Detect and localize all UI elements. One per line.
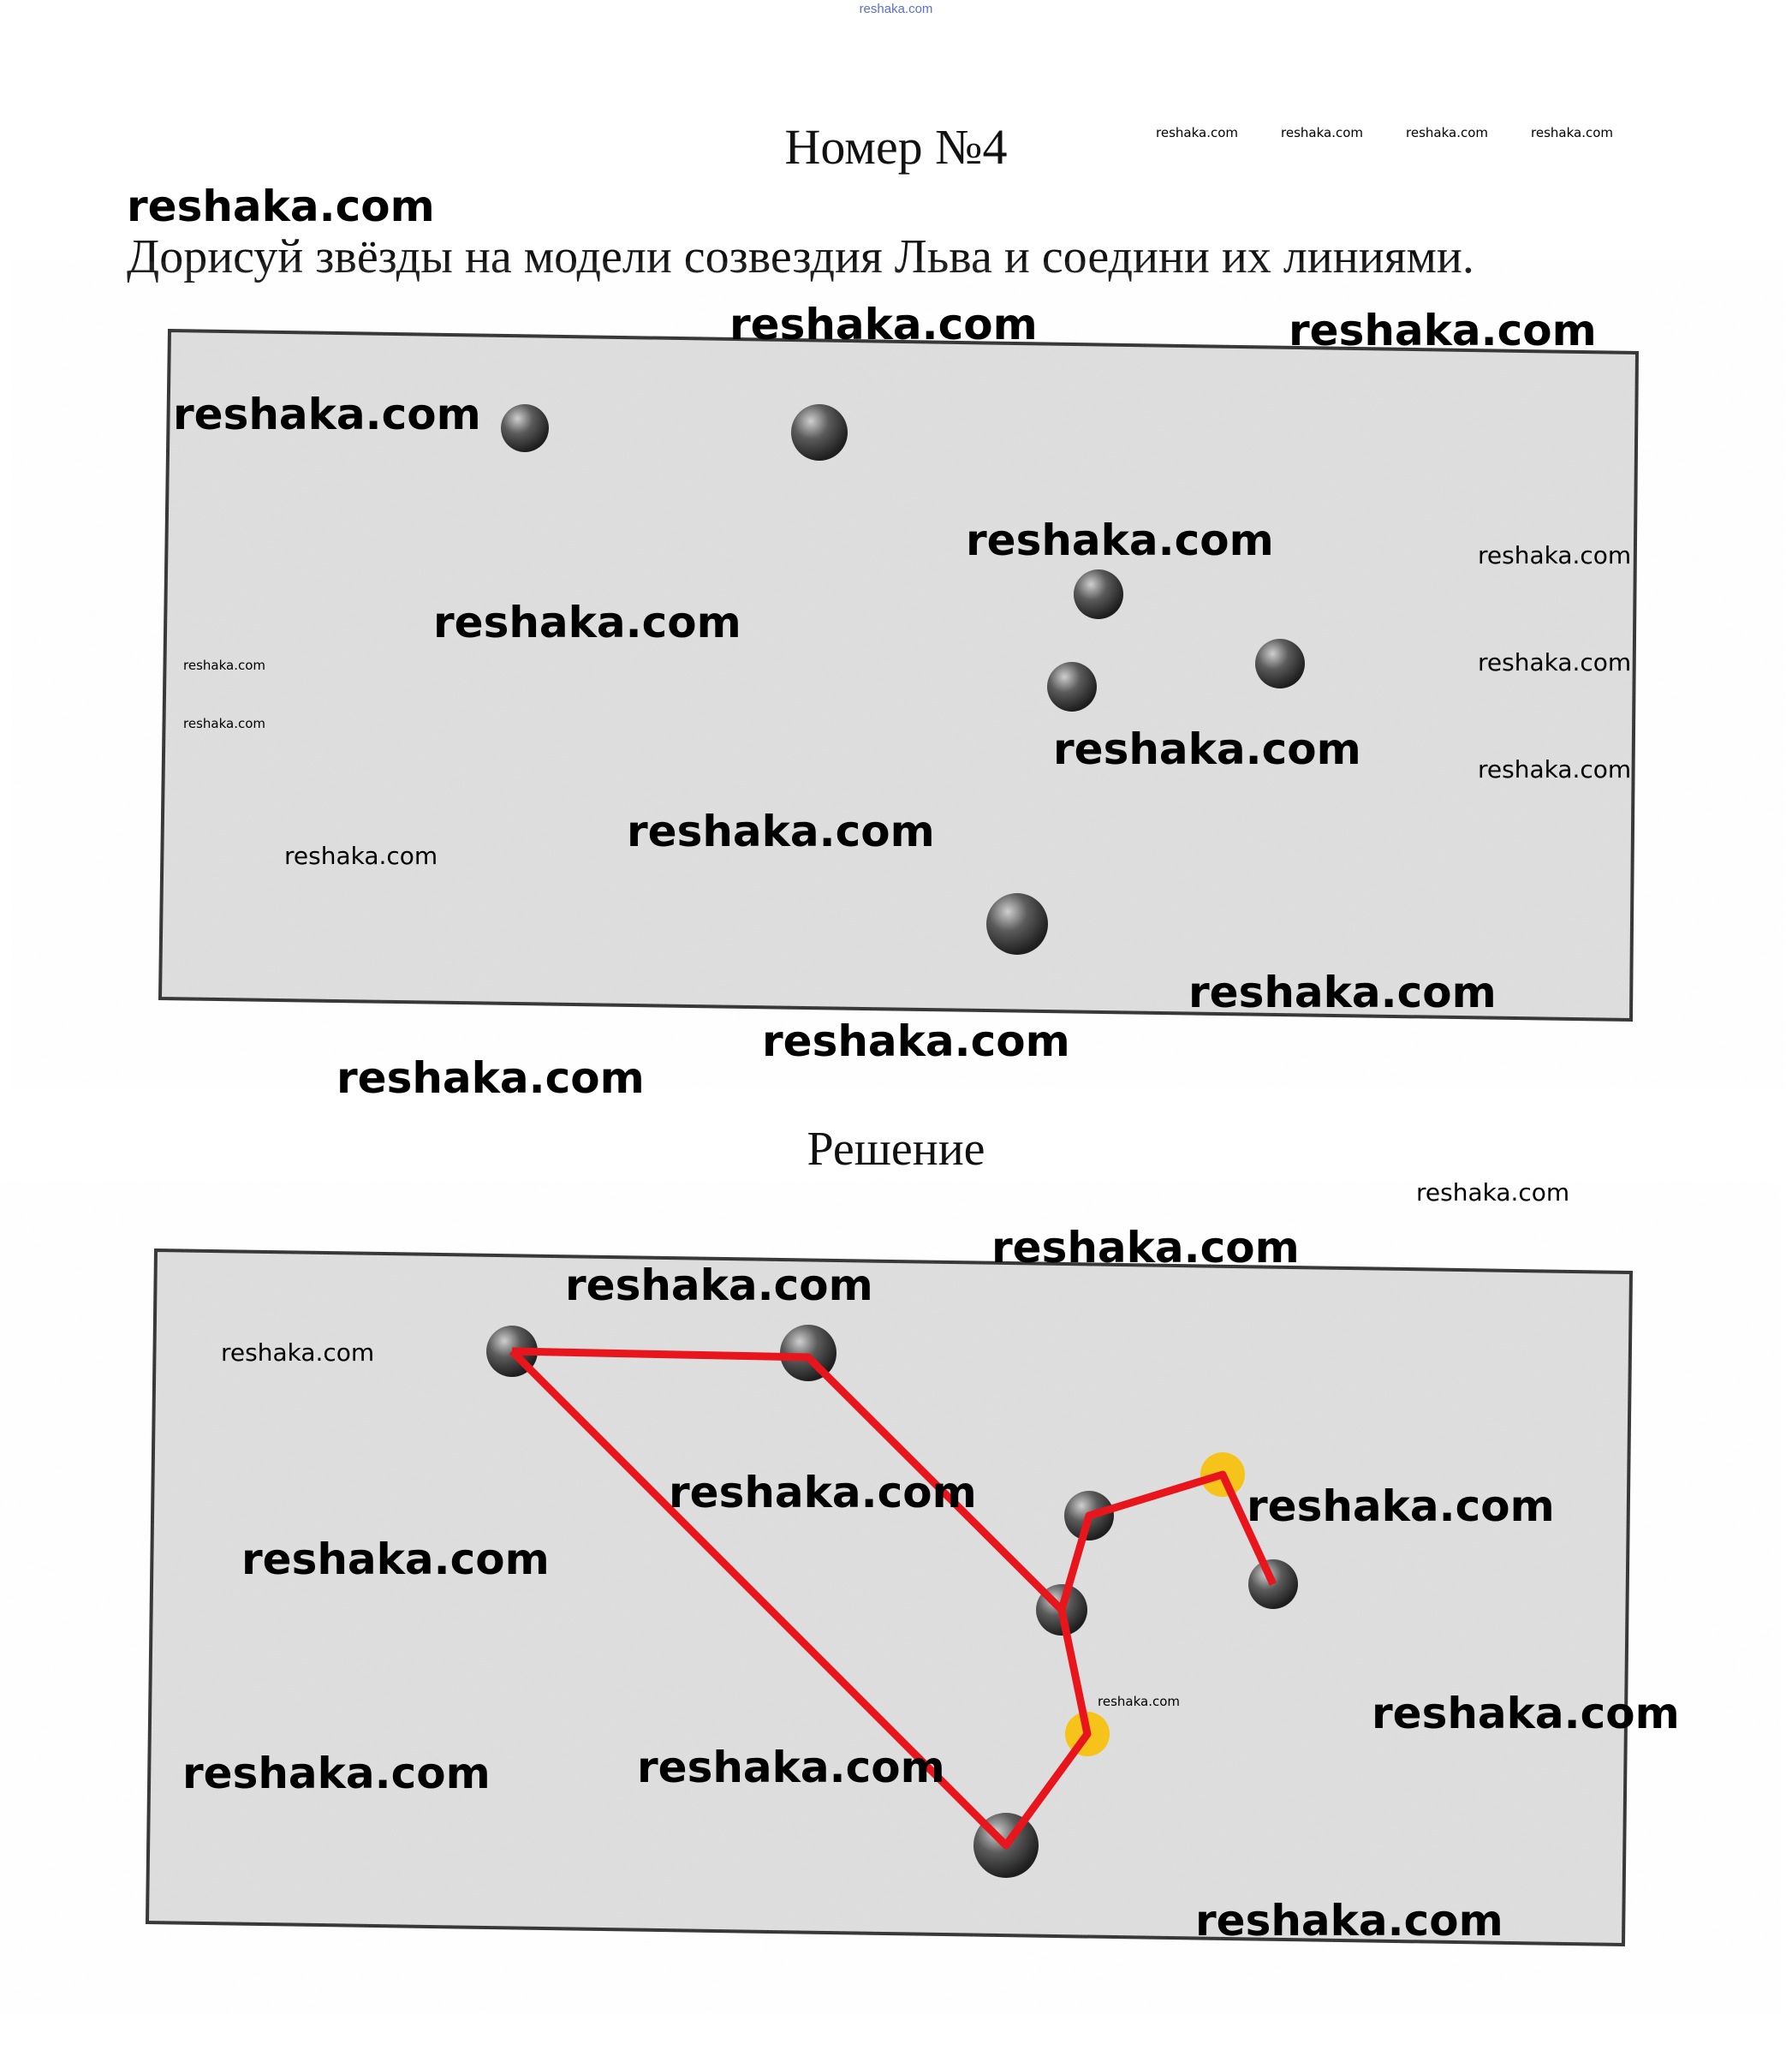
watermark: reshaka.com xyxy=(241,1535,550,1584)
watermark: reshaka.com xyxy=(1406,125,1488,140)
watermark: reshaka.com xyxy=(669,1468,977,1517)
watermark: reshaka.com xyxy=(1478,648,1632,676)
watermark: reshaka.com xyxy=(1098,1694,1180,1709)
watermark: reshaka.com xyxy=(1281,125,1363,140)
watermark: reshaka.com xyxy=(221,1338,375,1367)
solution-heading: Решение xyxy=(807,1123,985,1176)
watermark: reshaka.com xyxy=(182,1749,491,1798)
watermark: reshaka.com xyxy=(284,842,438,870)
watermark: reshaka.com xyxy=(173,390,481,439)
watermark: reshaka.com xyxy=(183,658,265,673)
task-text: Дорисуй звёзды на модели созвездия Льва и соедини их линиями. xyxy=(127,230,1474,283)
watermark: reshaka.com xyxy=(627,807,935,856)
watermark: reshaka.com xyxy=(1188,968,1497,1017)
watermark: reshaka.com xyxy=(1156,125,1238,140)
watermark: reshaka.com xyxy=(1289,306,1597,355)
watermark: reshaka.com xyxy=(183,716,265,731)
watermark: reshaka.com xyxy=(1053,724,1361,774)
watermark: reshaka.com xyxy=(762,1016,1070,1066)
watermark: reshaka.com xyxy=(336,1053,645,1103)
watermark: reshaka.com xyxy=(1478,541,1632,569)
page-title: Номер №4 xyxy=(784,119,1008,175)
watermark: reshaka.com xyxy=(1416,1178,1570,1207)
watermark: reshaka.com xyxy=(1195,1896,1503,1946)
watermark: reshaka.com xyxy=(729,300,1038,349)
watermark: reshaka.com xyxy=(1531,125,1613,140)
watermark: reshaka.com xyxy=(1247,1481,1555,1531)
watermark: reshaka.com xyxy=(127,182,435,231)
watermark: reshaka.com xyxy=(966,515,1274,565)
watermark: reshaka.com xyxy=(1478,755,1632,784)
watermark: reshaka.com xyxy=(637,1743,945,1792)
site-link-top[interactable]: reshaka.com xyxy=(859,2,933,16)
watermark: reshaka.com xyxy=(991,1223,1300,1272)
watermark: reshaka.com xyxy=(433,598,741,647)
watermark: reshaka.com xyxy=(565,1260,873,1310)
watermark: reshaka.com xyxy=(1372,1689,1680,1738)
